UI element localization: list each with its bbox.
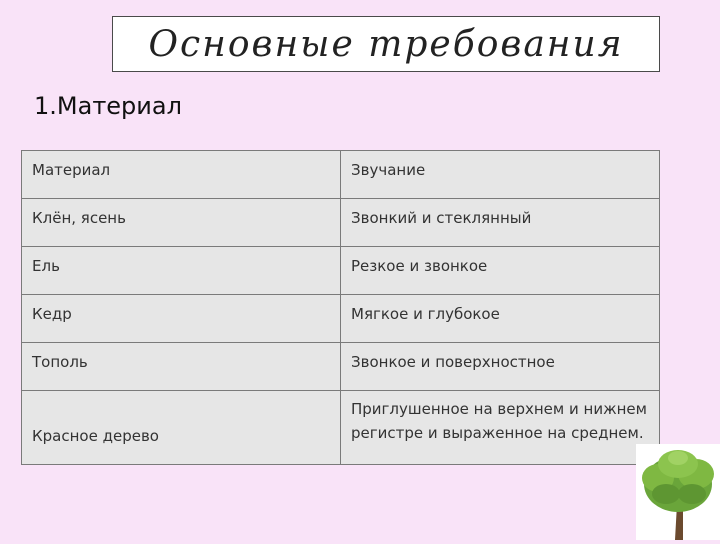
table-row	[22, 343, 660, 391]
table-cell-sound: Мягкое и глубокое	[341, 295, 660, 343]
table-cell-material: Клён, ясень	[22, 199, 341, 247]
table-cell-material: Кедр	[22, 295, 341, 343]
table-cell-sound	[341, 391, 660, 465]
tree-illustration	[636, 444, 720, 540]
page-title: Основные требования	[148, 23, 624, 65]
table-row	[22, 247, 660, 295]
sound-line: Приглушенное на верхнем и нижнем	[351, 400, 647, 418]
table-row	[22, 199, 660, 247]
table-cell-sound: Резкое и звонкое	[341, 247, 660, 295]
materials-table	[21, 150, 660, 465]
sound-line: регистре и выраженное на среднем.	[351, 424, 644, 442]
table-cell-sound: Звонкий и стеклянный	[341, 199, 660, 247]
section-heading: 1.Материал	[34, 92, 182, 120]
table-cell-sound: Звонкое и поверхностное	[341, 343, 660, 391]
table-cell-material: Материал	[22, 151, 341, 199]
table-cell-material: Красное дерево	[22, 391, 341, 465]
table-row	[22, 295, 660, 343]
table-cell-sound: Звучание	[341, 151, 660, 199]
table-cell-material: Ель	[22, 247, 341, 295]
table-row	[22, 391, 660, 465]
title-box	[112, 16, 660, 72]
tree-icon	[636, 444, 720, 540]
table-row	[22, 151, 660, 199]
table-cell-material: Тополь	[22, 343, 341, 391]
